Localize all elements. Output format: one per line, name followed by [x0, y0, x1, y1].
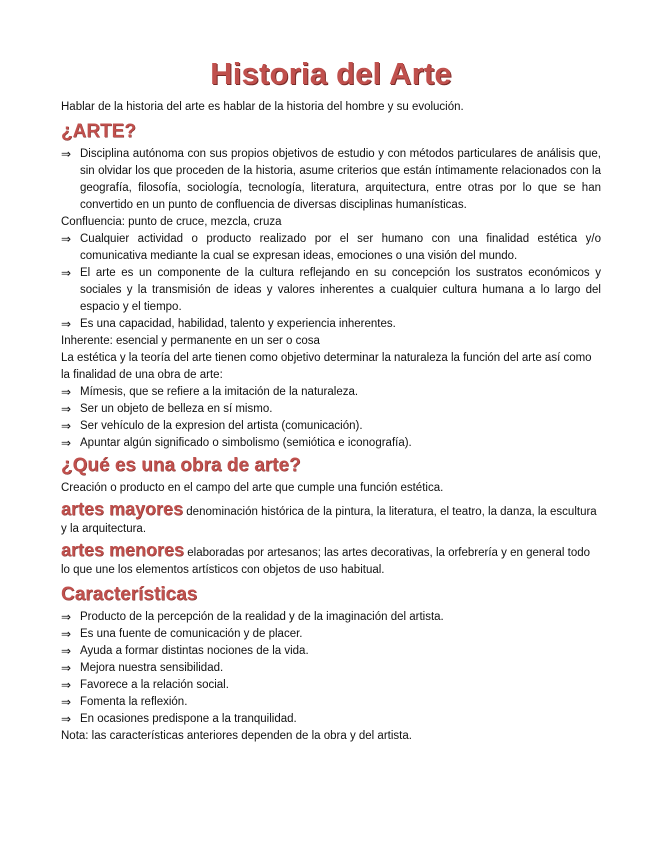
arrow-icon: ⇒ — [61, 266, 72, 280]
arrow-icon: ⇒ — [61, 678, 72, 692]
document-page — [61, 55, 601, 745]
caracteristicas-list — [61, 609, 601, 728]
arrow-icon: ⇒ — [61, 147, 72, 161]
arte-list-2 — [61, 231, 601, 333]
arrow-icon: ⇒ — [61, 695, 72, 709]
arrow-icon: ⇒ — [61, 232, 72, 246]
arrow-icon: ⇒ — [61, 436, 72, 450]
list-item: ⇒ Ser un objeto de belleza en sí mismo. — [61, 402, 273, 416]
artes-menores-paragraph — [61, 542, 601, 562]
list-item: ⇒ Es una fuente de comunicación y de placer. — [61, 627, 303, 641]
estetica-paragraph: La estética y la teoría del arte tienen como objetivo determinar la naturaleza la función del arte así como la finalidad de una obra de arte: — [61, 352, 592, 381]
arrow-icon: ⇒ — [61, 385, 72, 399]
arte-list-1 — [61, 146, 601, 214]
list-item: ⇒ Favorece a la relación social. — [61, 678, 229, 692]
artes-menores-def: elaboradas por artesanos; las artes decorativas, la orfebrería y en general todo — [184, 547, 591, 559]
list-item: ⇒ En ocasiones predispone a la tranquilidad. — [61, 712, 297, 726]
arte-list-3 — [61, 384, 601, 452]
arrow-icon: ⇒ — [61, 317, 72, 331]
intro-text: Hablar de la historia del arte es hablar de la historia del hombre y su evolución. — [61, 101, 464, 113]
artes-mayores-paragraph — [61, 501, 601, 538]
arrow-icon: ⇒ — [61, 644, 72, 658]
artes-mayores-def: denominación histórica de la pintura, la literatura, el teatro, la danza, la escultura y la arquitectura. — [61, 506, 597, 535]
heading-caracteristicas: Características — [61, 584, 198, 605]
confluencia-note: Confluencia: punto de cruce, mezcla, cruza — [61, 216, 282, 228]
list-item: ⇒ Ayuda a formar distintas nociones de la vida. — [61, 644, 309, 658]
heading-obra: ¿Qué es una obra de arte? — [61, 455, 301, 476]
list-item: ⇒ Fomenta la reflexión. — [61, 695, 188, 709]
list-item: ⇒ Mejora nuestra sensibilidad. — [61, 661, 224, 675]
list-item: ⇒ Es una capacidad, habilidad, talento y experiencia inherentes. — [61, 317, 396, 331]
document-title: Historia del Arte — [210, 56, 452, 91]
arrow-icon: ⇒ — [61, 419, 72, 433]
arrow-icon: ⇒ — [61, 661, 72, 675]
list-item: ⇒ Disciplina autónoma con sus propios objetivos de estudio y con métodos particulares de análisis que, sin olvidar los que proceden de la historia, asume criterios que están íntimamente relacionados con la geografía, filosofía, sociología, tecnología, literatura, arquitectura, entre otras por lo que se han convertido en un punto de confluencia de diversas disciplinas humanísticas. — [61, 147, 601, 211]
heading-arte: ¿ARTE? — [61, 121, 136, 142]
artes-menores-line2: lo que une los elementos artísticos con objetos de uso habitual. — [61, 564, 385, 576]
list-item: ⇒ Mímesis, que se refiere a la imitación de la naturaleza. — [61, 385, 359, 399]
arrow-icon: ⇒ — [61, 402, 72, 416]
artes-mayores-term: artes mayores — [61, 499, 184, 519]
arrow-icon: ⇒ — [61, 610, 72, 624]
list-item: ⇒ Ser vehículo de la expresion del artista (comunicación). — [61, 419, 363, 433]
arrow-icon: ⇒ — [61, 712, 72, 726]
list-item: ⇒ Cualquier actividad o producto realizado por el ser humano con una finalidad estética y/o comunicativa mediante la cual se expresan ideas, emociones o una visión del mundo. — [61, 232, 601, 262]
nota-text: Nota: las características anteriores dependen de la obra y del artista. — [61, 730, 412, 742]
list-item: ⇒ Producto de la percepción de la realidad y de la imaginación del artista. — [61, 610, 444, 624]
artes-menores-term: artes menores — [61, 540, 185, 560]
inherente-note: Inherente: esencial y permanente en un ser o cosa — [61, 335, 320, 347]
list-item: ⇒ El arte es un componente de la cultura reflejando en su concepción los sustratos económicos y sociales y la transmisión de ideas y valores inherentes a cualquier cultura humana a lo largo del espacio y el tiempo. — [61, 266, 601, 313]
list-item: ⇒ Apuntar algún significado o simbolismo (semiótica e iconografía). — [61, 436, 412, 450]
arrow-icon: ⇒ — [61, 627, 72, 641]
obra-text: Creación o producto en el campo del arte que cumple una función estética. — [61, 482, 444, 494]
